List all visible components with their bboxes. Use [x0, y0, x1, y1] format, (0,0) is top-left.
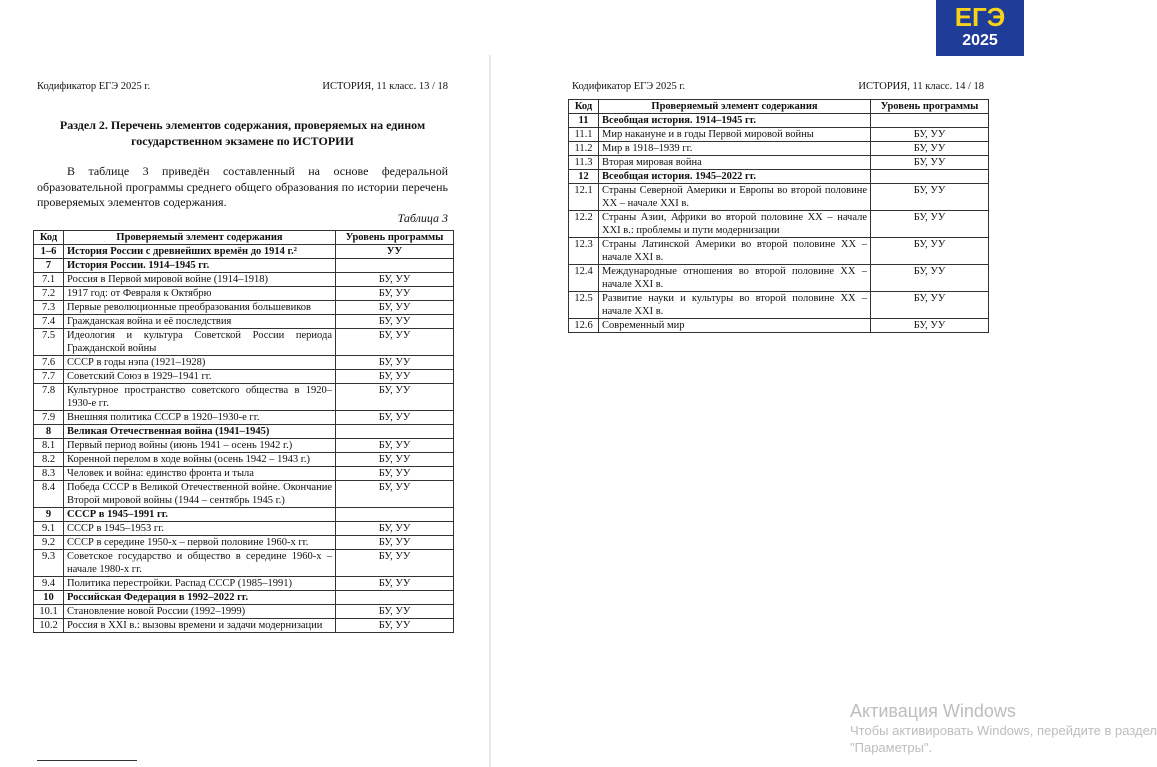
row-description: Гражданская война и её последствия — [64, 315, 336, 329]
row-description: Страны Латинской Америки во второй половине XX – начале XXI в. — [599, 238, 871, 265]
row-level — [871, 170, 989, 184]
row-description: Международные отношения во второй половине XX – начале XXI в. — [599, 265, 871, 292]
content-table-right — [568, 99, 989, 333]
row-description: Всеобщая история. 1945–2022 гг. — [599, 170, 871, 184]
table-row — [34, 536, 454, 550]
row-code: 10.2 — [34, 619, 64, 633]
row-level: БУ, УУ — [336, 536, 454, 550]
row-code: 8.1 — [34, 439, 64, 453]
column-header-code: Код — [569, 100, 599, 114]
row-level — [336, 259, 454, 273]
row-description: Современный мир — [599, 319, 871, 333]
header-doc-title: Кодификатор ЕГЭ 2025 г. — [37, 81, 151, 92]
row-description: Россия в XXI в.: вызовы времени и задачи модернизации — [64, 619, 336, 633]
row-code: 12.2 — [569, 211, 599, 238]
table-row — [34, 453, 454, 467]
table-row — [569, 265, 989, 292]
row-code: 7.7 — [34, 370, 64, 384]
row-level: БУ, УУ — [336, 605, 454, 619]
row-description: Всеобщая история. 1914–1945 гг. — [599, 114, 871, 128]
table-row — [34, 315, 454, 329]
row-level: БУ, УУ — [336, 329, 454, 356]
row-description: СССР в 1945–1953 гг. — [64, 522, 336, 536]
table-row — [569, 128, 989, 142]
row-code: 7 — [34, 259, 64, 273]
left-page — [0, 0, 488, 767]
row-code: 1–6 — [34, 245, 64, 259]
column-header-element: Проверяемый элемент содержания — [64, 231, 336, 245]
row-code: 9.2 — [34, 536, 64, 550]
row-code: 12.5 — [569, 292, 599, 319]
row-level: БУ, УУ — [871, 184, 989, 211]
row-description: Российская Федерация в 1992–2022 гг. — [64, 591, 336, 605]
table-label: Таблица 3 — [397, 211, 448, 225]
row-description: Мир накануне и в годы Первой мировой войны — [599, 128, 871, 142]
row-code: 8.4 — [34, 481, 64, 508]
row-description: История России. 1914–1945 гг. — [64, 259, 336, 273]
table-row — [34, 439, 454, 453]
row-level: БУ, УУ — [336, 550, 454, 577]
watermark-line-3: "Параметры". — [850, 740, 933, 755]
table-row — [569, 156, 989, 170]
row-code: 7.6 — [34, 356, 64, 370]
row-code: 9.1 — [34, 522, 64, 536]
table-row — [34, 329, 454, 356]
row-description: Первые революционные преобразования большевиков — [64, 301, 336, 315]
row-description: История России с древнейших времён до 1914 г.² — [64, 245, 336, 259]
row-code: 10.1 — [34, 605, 64, 619]
ege-2025-badge — [936, 0, 1024, 56]
table-row — [34, 550, 454, 577]
row-code: 8.2 — [34, 453, 64, 467]
row-description: Культурное пространство советского общества в 1920–1930-е гг. — [64, 384, 336, 411]
row-level: БУ, УУ — [871, 156, 989, 170]
content-table-left — [33, 230, 454, 633]
row-description: Внешняя политика СССР в 1920–1930-е гг. — [64, 411, 336, 425]
table-body — [34, 245, 454, 633]
page-divider — [489, 55, 491, 767]
table-row — [569, 211, 989, 238]
row-code: 8.3 — [34, 467, 64, 481]
table-row — [34, 619, 454, 633]
row-code: 12 — [569, 170, 599, 184]
table-row — [34, 370, 454, 384]
row-description: Великая Отечественная война (1941–1945) — [64, 425, 336, 439]
row-description: Коренной перелом в ходе войны (осень 1942 – 1943 г.) — [64, 453, 336, 467]
row-code: 11 — [569, 114, 599, 128]
row-description: СССР в 1945–1991 гг. — [64, 508, 336, 522]
row-code: 12.3 — [569, 238, 599, 265]
table-row — [34, 301, 454, 315]
row-level: БУ, УУ — [336, 370, 454, 384]
table-row — [34, 287, 454, 301]
table-row — [34, 522, 454, 536]
row-level: БУ, УУ — [336, 356, 454, 370]
column-header-element: Проверяемый элемент содержания — [599, 100, 871, 114]
row-code: 7.5 — [34, 329, 64, 356]
table-section-row — [34, 245, 454, 259]
row-code: 7.3 — [34, 301, 64, 315]
left-page-header — [37, 81, 448, 92]
badge-text-ege: ЕГЭ — [954, 2, 1006, 32]
row-level: БУ, УУ — [336, 439, 454, 453]
row-level: БУ, УУ — [336, 481, 454, 508]
watermark-title: Активация Windows — [850, 701, 1016, 721]
row-description: Вторая мировая война — [599, 156, 871, 170]
row-level — [336, 591, 454, 605]
row-code: 9.3 — [34, 550, 64, 577]
table-body — [569, 114, 989, 333]
row-level: БУ, УУ — [336, 301, 454, 315]
table-row — [569, 184, 989, 211]
row-description: Идеология и культура Советской России периода Гражданской войны — [64, 329, 336, 356]
row-code: 7.2 — [34, 287, 64, 301]
right-page-header — [572, 81, 984, 92]
header-page-number: ИСТОРИЯ, 11 класс. 13 / 18 — [322, 81, 448, 92]
row-code: 7.8 — [34, 384, 64, 411]
table-row — [34, 273, 454, 287]
row-description: СССР в середине 1950-х – первой половине 1960-х гг. — [64, 536, 336, 550]
row-code: 12.1 — [569, 184, 599, 211]
row-code: 11.3 — [569, 156, 599, 170]
row-level: БУ, УУ — [871, 238, 989, 265]
table-row — [34, 605, 454, 619]
row-description: Политика перестройки. Распад СССР (1985–1991) — [64, 577, 336, 591]
row-level: БУ, УУ — [871, 142, 989, 156]
row-description: Страны Северной Америки и Европы во второй половине XX – начале XXI в. — [599, 184, 871, 211]
row-level: БУ, УУ — [871, 265, 989, 292]
table-row — [34, 411, 454, 425]
row-level: БУ, УУ — [336, 522, 454, 536]
row-description: 1917 год: от Февраля к Октябрю — [64, 287, 336, 301]
table-row — [34, 577, 454, 591]
table-row — [569, 142, 989, 156]
row-description: Советский Союз в 1929–1941 гг. — [64, 370, 336, 384]
watermark-line-2: Чтобы активировать Windows, перейдите в раздел — [850, 723, 1157, 738]
row-code: 10 — [34, 591, 64, 605]
row-level: БУ, УУ — [336, 411, 454, 425]
row-description: Становление новой России (1992–1999) — [64, 605, 336, 619]
row-level: БУ, УУ — [336, 619, 454, 633]
table-section-row — [569, 170, 989, 184]
row-code: 9.4 — [34, 577, 64, 591]
column-header-level: Уровень программы — [336, 231, 454, 245]
row-code: 8 — [34, 425, 64, 439]
intro-paragraph: В таблице 3 приведён составленный на основе федеральной образовательной программы среднего общего образования по истории перечень проверяемых элементов содержания. — [37, 164, 448, 209]
column-header-code: Код — [34, 231, 64, 245]
row-level: БУ, УУ — [871, 128, 989, 142]
section-title: Раздел 2. Перечень элементов содержания, проверяемых на едином государственном экзамене по ИСТОРИИ — [59, 118, 426, 148]
row-description: Страны Азии, Африки во второй половине XX – начале XXI в.: проблемы и пути модернизации — [599, 211, 871, 238]
row-code: 9 — [34, 508, 64, 522]
row-level: БУ, УУ — [336, 467, 454, 481]
row-description: Мир в 1918–1939 гг. — [599, 142, 871, 156]
row-description: Первый период войны (июнь 1941 – осень 1942 г.) — [64, 439, 336, 453]
table-row — [34, 356, 454, 370]
row-description: Советское государство и общество в середине 1960-х – начале 1980-х гг. — [64, 550, 336, 577]
table-row — [569, 319, 989, 333]
row-level: БУ, УУ — [336, 315, 454, 329]
table-row — [569, 292, 989, 319]
row-level — [336, 425, 454, 439]
table-section-row — [34, 508, 454, 522]
table-section-row — [569, 114, 989, 128]
table-section-row — [34, 425, 454, 439]
row-level: УУ — [336, 245, 454, 259]
row-code: 11.1 — [569, 128, 599, 142]
row-level: БУ, УУ — [336, 273, 454, 287]
windows-activation-watermark — [850, 700, 1157, 756]
row-code: 7.4 — [34, 315, 64, 329]
row-description: Россия в Первой мировой войне (1914–1918) — [64, 273, 336, 287]
header-page-number: ИСТОРИЯ, 11 класс. 14 / 18 — [858, 81, 984, 92]
table-section-row — [34, 259, 454, 273]
row-level: БУ, УУ — [871, 292, 989, 319]
table-row — [34, 384, 454, 411]
footnote-divider — [37, 760, 137, 761]
row-level: БУ, УУ — [871, 211, 989, 238]
table-row — [34, 481, 454, 508]
row-code: 7.9 — [34, 411, 64, 425]
row-description: Победа СССР в Великой Отечественной войне. Окончание Второй мировой войны (1944 – сентябрь 1945 г.) — [64, 481, 336, 508]
row-level: БУ, УУ — [336, 453, 454, 467]
row-description: Человек и война: единство фронта и тыла — [64, 467, 336, 481]
row-level: БУ, УУ — [336, 577, 454, 591]
header-doc-title: Кодификатор ЕГЭ 2025 г. — [572, 81, 686, 92]
row-level: БУ, УУ — [336, 287, 454, 301]
table-section-row — [34, 591, 454, 605]
table-row — [569, 238, 989, 265]
badge-text-year: 2025 — [962, 32, 998, 49]
row-description: Развитие науки и культуры во второй половине XX – начале XXI в. — [599, 292, 871, 319]
table-row — [34, 467, 454, 481]
row-code: 12.6 — [569, 319, 599, 333]
row-level — [871, 114, 989, 128]
row-code: 7.1 — [34, 273, 64, 287]
row-code: 12.4 — [569, 265, 599, 292]
column-header-level: Уровень программы — [871, 100, 989, 114]
row-description: СССР в годы нэпа (1921–1928) — [64, 356, 336, 370]
row-level: БУ, УУ — [871, 319, 989, 333]
row-level: БУ, УУ — [336, 384, 454, 411]
row-code: 11.2 — [569, 142, 599, 156]
row-level — [336, 508, 454, 522]
